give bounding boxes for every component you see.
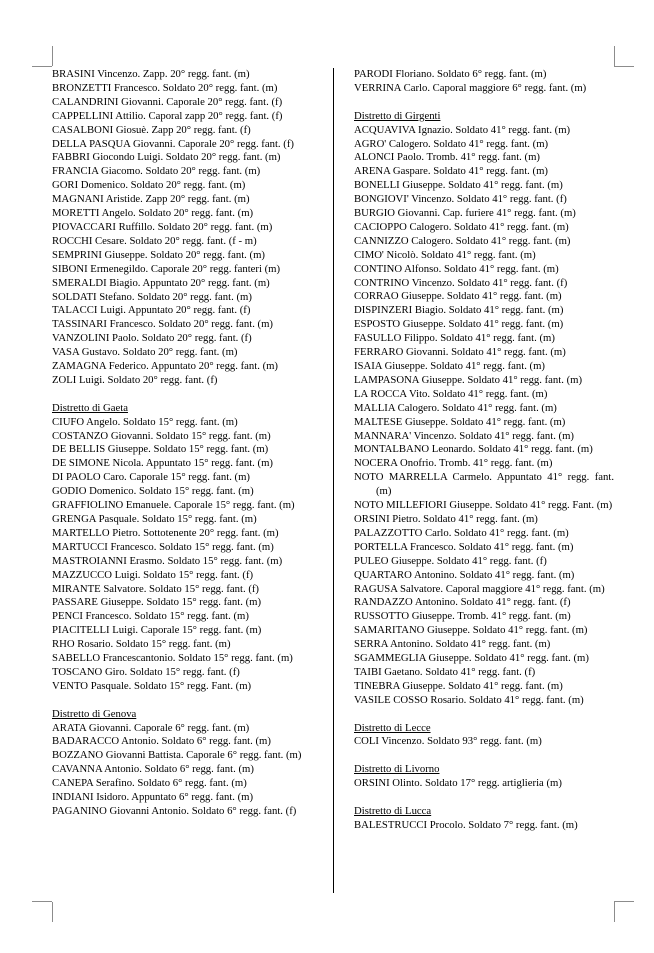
- soldier-entry: GRAFFIOLINO Emanuele. Caporale 15° regg. fant. (m): [52, 499, 295, 512]
- soldier-entry: CANEPA Serafino. Soldato 6° regg. fant. (m): [52, 777, 247, 790]
- soldier-entry: VASILE COSSO Rosario. Soldato 41° regg. fant. (m): [354, 693, 584, 706]
- soldier-entry: ORSINI Olinto. Soldato 17° regg. artiglieria (m): [354, 777, 562, 790]
- district-heading: Distretto di Gaeta: [52, 401, 128, 414]
- soldier-entry: LA ROCCA Vito. Soldato 41° regg. fant. (m): [354, 387, 548, 400]
- soldier-entry: DISPINZERI Biagio. Soldato 41° regg. fant. (m): [354, 304, 564, 317]
- district-section: [354, 805, 614, 833]
- soldier-entry: PENCI Francesco. Soldato 15° regg. fant. (m): [52, 610, 249, 623]
- crop-mark-top-right-h: [614, 66, 634, 67]
- soldier-entry: CAVANNA Antonio. Soldato 6° regg. fant. (m): [52, 763, 254, 776]
- soldier-entry: VENTO Pasquale. Soldato 15° regg. Fant. (m): [52, 679, 252, 692]
- soldier-entry: ARATA Giovanni. Caporale 6° regg. fant. (m): [52, 721, 250, 734]
- crop-mark-bottom-right-v: [614, 902, 615, 922]
- soldier-entry: FABBRI Giocondo Luigi. Soldato 20° regg. fant. (m): [52, 151, 281, 164]
- soldier-entry: BURGIO Giovanni. Cap. furiere 41° regg. fant. (m): [354, 207, 576, 220]
- district-heading: Distretto di Livorno: [354, 763, 440, 776]
- soldier-entry: ORSINI Pietro. Soldato 41° regg. fant. (m): [354, 512, 538, 525]
- soldier-entry: SIBONI Ermenegildo. Caporale 20° regg. fanteri (m): [52, 262, 281, 275]
- district-section: [354, 68, 614, 96]
- soldier-entry: ZAMAGNA Federico. Appuntato 20° regg. fant. (m): [52, 360, 278, 373]
- soldier-entry: SEMPRINI Giuseppe. Soldato 20° regg. fant. (m): [52, 248, 265, 261]
- soldier-entry: SABELLO Francescantonio. Soldato 15° regg. fant. (m): [52, 652, 293, 665]
- soldier-entry: DE BELLIS Giuseppe. Soldato 15° regg. fant. (m): [52, 443, 269, 456]
- soldier-entry: DI PAOLO Caro. Caporale 15° regg. fant. (m): [52, 471, 250, 484]
- soldier-entry: MARTUCCI Francesco. Soldato 15° regg. fant. (m): [52, 540, 274, 553]
- soldier-entry: FASULLO Filippo. Soldato 41° regg. fant. (m): [354, 332, 555, 345]
- soldier-entry: RANDAZZO Antonino. Soldato 41° regg. fant. (f): [354, 596, 571, 609]
- soldier-entry: PARODI Floriano. Soldato 6° regg. fant. (m): [354, 68, 547, 80]
- soldier-entry: GORI Domenico. Soldato 20° regg. fant. (m): [52, 179, 246, 192]
- soldier-entry: MARTELLO Pietro. Sottotenente 20° regg. fant. (m): [52, 526, 279, 539]
- soldier-entry: RUSSOTTO Giuseppe. Tromb. 41° regg. fant. (m): [354, 610, 571, 623]
- soldier-entry: PASSARE Giuseppe. Soldato 15° regg. fant. (m): [52, 596, 262, 609]
- soldier-entry: FERRARO Giovanni. Soldato 41° regg. fant. (m): [354, 346, 566, 359]
- soldier-entry: NOTO MARRELLA Carmelo. Appuntato 41° regg. fant. (m): [354, 471, 614, 498]
- soldier-entry: MALTESE Giuseppe. Soldato 41° regg. fant. (m): [354, 415, 566, 428]
- soldier-entry: TINEBRA Giuseppe. Soldato 41° regg. fant. (m): [354, 679, 563, 692]
- column-divider: [333, 68, 334, 893]
- district-section: [52, 68, 314, 388]
- crop-mark-top-left-v: [52, 46, 53, 66]
- soldier-entry: RAGUSA Salvatore. Caporal maggiore 41° regg. fant. (m): [354, 582, 605, 595]
- soldier-entry: LAMPASONA Giuseppe. Soldato 41° regg. fant. (m): [354, 373, 583, 386]
- soldier-entry: ARENA Gaspare. Soldato 41° regg. fant. (m): [354, 165, 548, 178]
- soldier-entry: MASTROIANNI Erasmo. Soldato 15° regg. fant. (m): [52, 554, 283, 567]
- soldier-entry: ALONCI Paolo. Tromb. 41° regg. fant. (m): [354, 151, 540, 164]
- district-heading: Distretto di Genova: [52, 707, 137, 720]
- crop-mark-bottom-left-h: [32, 901, 52, 902]
- soldier-entry: PALAZZOTTO Carlo. Soldato 41° regg. fant. (m): [354, 526, 569, 539]
- soldier-entry: PAGANINO Giovanni Antonio. Soldato 6° regg. fant. (f): [52, 805, 297, 817]
- soldier-entry: BADARACCO Antonio. Soldato 6° regg. fant. (m): [52, 735, 271, 748]
- soldier-entry: MALLIA Calogero. Soldato 41° regg. fant. (m): [354, 401, 557, 414]
- crop-mark-bottom-right-h: [614, 901, 634, 902]
- district-section: [52, 402, 314, 694]
- soldier-entry: TALACCI Luigi. Appuntato 20° regg. fant. (f): [52, 304, 251, 317]
- soldier-entry: MAZZUCCO Luigi. Soldato 15° regg. fant. (f): [52, 568, 254, 581]
- soldier-entry: MONTALBANO Leonardo. Soldato 41° regg. fant. (m): [354, 443, 593, 456]
- soldier-entry: CASALBONI Giosuè. Zapp 20° regg. fant. (f): [52, 123, 251, 136]
- right-column: [354, 68, 614, 833]
- district-section: [354, 110, 614, 708]
- soldier-entry: BOZZANO Giovanni Battista. Caporale 6° regg. fant. (m): [52, 749, 302, 762]
- soldier-entry: CALANDRINI Giovanni. Caporale 20° regg. fant. (f): [52, 95, 283, 108]
- district-section: [354, 763, 614, 791]
- soldier-entry: ZOLI Luigi. Soldato 20° regg. fant. (f): [52, 373, 218, 386]
- soldier-entry: SMERALDI Biagio. Appuntato 20° regg. fant. (m): [52, 276, 270, 289]
- soldier-entry: BONELLI Giuseppe. Soldato 41° regg. fant. (m): [354, 179, 563, 192]
- soldier-entry: TASSINARI Francesco. Soldato 20° regg. fant. (m): [52, 318, 273, 331]
- soldier-entry: SGAMMEGLIA Giuseppe. Soldato 41° regg. fant. (m): [354, 652, 589, 665]
- soldier-entry: CACIOPPO Calogero. Soldato 41° regg. fant. (m): [354, 220, 569, 233]
- soldier-entry: VANZOLINI Paolo. Soldato 20° regg. fant. (f): [52, 332, 252, 345]
- crop-mark-top-right-v: [614, 46, 615, 66]
- soldier-entry: COSTANZO Giovanni. Soldato 15° regg. fant. (m): [52, 429, 271, 442]
- soldier-entry: NOCERA Onofrio. Tromb. 41° regg. fant. (m): [354, 457, 553, 470]
- soldier-entry: ESPOSTO Giuseppe. Soldato 41° regg. fant. (m): [354, 318, 564, 331]
- soldier-entry: ACQUAVIVA Ignazio. Soldato 41° regg. fant. (m): [354, 123, 571, 136]
- soldier-entry: RHO Rosario. Soldato 15° regg. fant. (m): [52, 638, 231, 651]
- soldier-entry: CIMO' Nicolò. Soldato 41° regg. fant. (m): [354, 248, 536, 261]
- soldier-entry: PIACITELLI Luigi. Caporale 15° regg. fant. (m): [52, 624, 262, 637]
- soldier-entry: PORTELLA Francesco. Soldato 41° regg. fant. (m): [354, 540, 574, 553]
- soldier-entry: CORRAO Giuseppe. Soldato 41° regg. fant. (m): [354, 290, 562, 303]
- soldier-entry: PIOVACCARI Ruffillo. Soldato 20° regg. fant. (m): [52, 220, 273, 233]
- soldier-entry: AGRO' Calogero. Soldato 41° regg. fant. (m): [354, 137, 549, 150]
- soldier-entry: MANNARA' Vincenzo. Soldato 41° regg. fant. (m): [354, 429, 574, 442]
- soldier-entry: TAIBI Gaetano. Soldato 41° regg. fant. (f): [354, 665, 536, 678]
- district-heading: Distretto di Lucca: [354, 804, 432, 817]
- soldier-entry: NOTO MILLEFIORI Giuseppe. Soldato 41° regg. Fant. (m): [354, 499, 613, 512]
- soldier-entry: SOLDATI Stefano. Soldato 20° regg. fant. (m): [52, 290, 252, 303]
- soldier-entry: QUARTARO Antonino. Soldato 41° regg. fant. (m): [354, 568, 575, 581]
- soldier-entry: VERRINA Carlo. Caporal maggiore 6° regg. fant. (m): [354, 81, 587, 94]
- soldier-entry: BALESTRUCCI Procolo. Soldato 7° regg. fant. (m): [354, 818, 578, 831]
- soldier-entry: ISAIA Giuseppe. Soldato 41° regg. fant. (m): [354, 360, 545, 373]
- soldier-entry: GODIO Domenico. Soldato 15° regg. fant. (m): [52, 485, 254, 498]
- soldier-entry: CONTINO Alfonso. Soldato 41° regg. fant. (m): [354, 262, 559, 275]
- soldier-entry: COLI Vincenzo. Soldato 93° regg. fant. (m): [354, 735, 542, 748]
- soldier-entry: GRENGA Pasquale. Soldato 15° regg. fant. (m): [52, 512, 257, 525]
- crop-mark-top-left-h: [32, 66, 52, 67]
- soldier-entry: SERRA Antonino. Soldato 41° regg. fant. (m): [354, 638, 551, 651]
- left-column: [52, 68, 314, 819]
- soldier-entry: CIUFO Angelo. Soldato 15° regg. fant. (m): [52, 415, 238, 428]
- soldier-entry: INDIANI Isidoro. Appuntato 6° regg. fant. (m): [52, 791, 254, 804]
- soldier-entry: MORETTI Angelo. Soldato 20° regg. fant. (m): [52, 207, 254, 220]
- soldier-entry: DE SIMONE Nicola. Appuntato 15° regg. fant. (m): [52, 457, 273, 470]
- district-section: [52, 708, 314, 819]
- soldier-entry: MAGNANI Aristide. Zapp 20° regg. fant. (m): [52, 193, 250, 206]
- soldier-entry: CONTRINO Vincenzo. Soldato 41° regg. fant. (f): [354, 276, 568, 289]
- district-heading: Distretto di Girgenti: [354, 109, 441, 122]
- soldier-entry: CANNIZZO Calogero. Soldato 41° regg. fant. (m): [354, 234, 571, 247]
- district-heading: Distretto di Lecce: [354, 721, 431, 734]
- district-section: [354, 722, 614, 750]
- soldier-entry: BRONZETTI Francesco. Soldato 20° regg. fant. (m): [52, 81, 278, 94]
- soldier-entry: CAPPELLINI Attilio. Caporal zapp 20° regg. fant. (f): [52, 109, 283, 122]
- soldier-entry: TOSCANO Giro. Soldato 15° regg. fant. (f): [52, 665, 240, 678]
- soldier-entry: FRANCIA Giacomo. Soldato 20° regg. fant. (m): [52, 165, 261, 178]
- soldier-entry: BONGIOVI' Vincenzo. Soldato 41° regg. fant. (f): [354, 193, 567, 206]
- soldier-entry: SAMARITANO Giuseppe. Soldato 41° regg. fant. (m): [354, 624, 588, 637]
- soldier-entry: ROCCHI Cesare. Soldato 20° regg. fant. (f - m): [52, 234, 257, 247]
- soldier-entry: MIRANTE Salvatore. Soldato 15° regg. fant. (f): [52, 582, 259, 595]
- soldier-entry: DELLA PASQUA Giovanni. Caporale 20° regg. fant. (f): [52, 137, 294, 150]
- crop-mark-bottom-left-v: [52, 902, 53, 922]
- soldier-entry: PULEO Giuseppe. Soldato 41° regg. fant. (f): [354, 554, 547, 567]
- soldier-entry: VASA Gustavo. Soldato 20° regg. fant. (m): [52, 346, 238, 359]
- soldier-entry: BRASINI Vincenzo. Zapp. 20° regg. fant. (m): [52, 68, 250, 80]
